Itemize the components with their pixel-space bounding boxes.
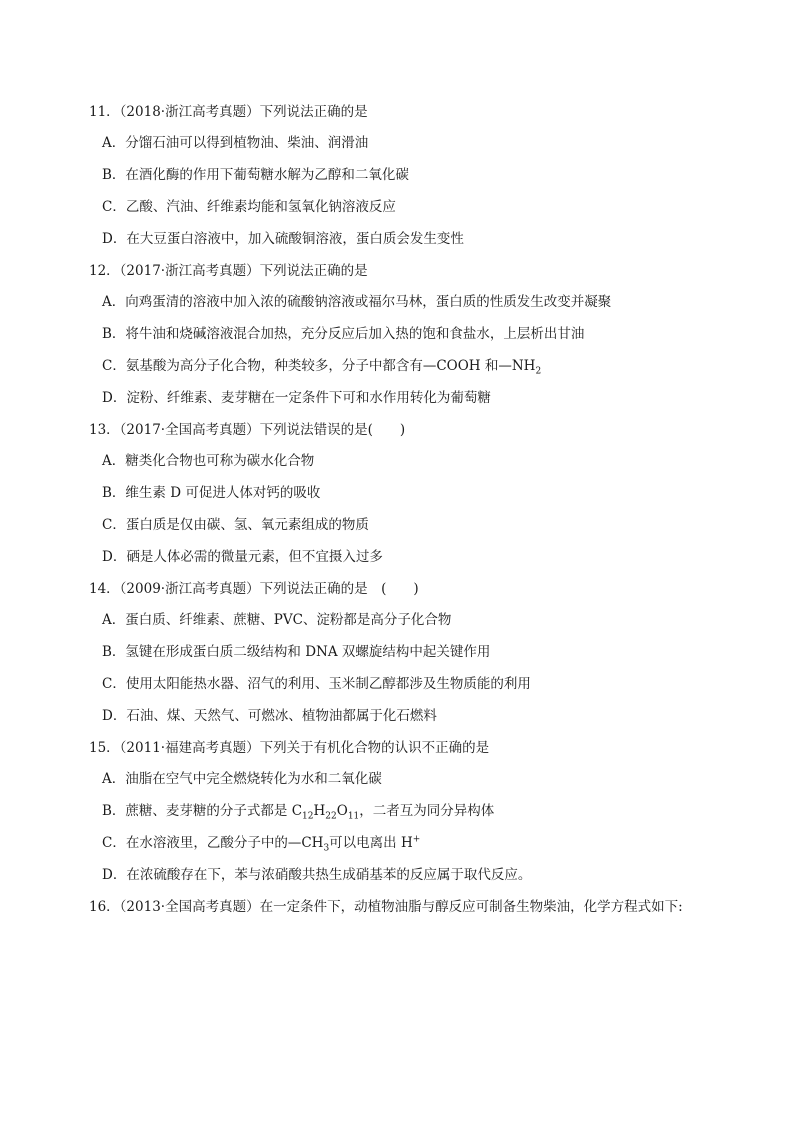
question-13-option-c: C．蛋白质是仅由碳、氢、氧元素组成的物质 bbox=[102, 517, 369, 533]
question-15-stem: 15．（2011·福建高考真题）下列关于有机化合物的认识不正确的是 bbox=[89, 740, 490, 756]
question-15-option-b: B．蔗糖、麦芽糖的分子式都是 $C_{12}H_{22}O_{11}$，二者互为同分异构体 bbox=[102, 803, 495, 822]
question-15-option-d: D．在浓硫酸存在下，苯与浓硝酸共热生成硝基苯的反应属于取代反应。 bbox=[102, 867, 532, 883]
question-14-option-b: B．氢键在形成蛋白质二级结构和 DNA 双螺旋结构中起关键作用 bbox=[102, 644, 491, 660]
question-15-option-a: A．油脂在空气中完全燃烧转化为水和二氧化碳 bbox=[102, 771, 382, 787]
question-12-stem: 12．（2017·浙江高考真题）下列说法正确的是 bbox=[89, 263, 368, 279]
question-13-option-d: D．硒是人体必需的微量元素，但不宜摄入过多 bbox=[102, 549, 383, 565]
question-13-option-a: A．糖类化合物也可称为碳水化合物 bbox=[102, 453, 315, 469]
question-16-stem: 16．（2013·全国高考真题）在一定条件下，动植物油脂与醇反应可制备生物柴油，化学方程式如下: bbox=[89, 899, 683, 915]
question-14-option-a: A．蛋白质、纤维素、蔗糖、PVC、淀粉都是高分子化合物 bbox=[102, 612, 452, 628]
question-13-stem: 13．（2017·全国高考真题）下列说法错误的是( ) bbox=[89, 422, 406, 438]
subscript: 2 bbox=[535, 366, 542, 377]
question-12-option-d: D．淀粉、纤维素、麦芽糖在一定条件下可和水作用转化为葡萄糖 bbox=[102, 390, 491, 406]
question-12-option-c: C．氨基酸为高分子化合物，种类较多，分子中都含有—COOH 和$—NH_2$ bbox=[102, 358, 542, 377]
question-11-option-b: B．在酒化酶的作用下葡萄糖水解为乙醇和二氧化碳 bbox=[102, 167, 409, 183]
question-12-option-b: B．将牛油和烧碱溶液混合加热，充分反应后加入热的饱和食盐水，上层析出甘油 bbox=[102, 326, 585, 342]
question-12-option-a: A．向鸡蛋清的溶液中加入浓的硫酸钠溶液或福尔马林，蛋白质的性质发生改变并凝聚 bbox=[102, 294, 612, 310]
question-14-option-c: C．使用太阳能热水器、沼气的利用、玉米制乙醇都涉及生物质能的利用 bbox=[102, 676, 531, 692]
question-15-option-c: C．在水溶液里，乙酸分子中的$—CH_3$可以电离出 H+ bbox=[102, 834, 421, 854]
question-13-option-b: B．维生素 D 可促进人体对钙的吸收 bbox=[102, 485, 321, 501]
question-14-option-d: D．石油、煤、天然气、可燃冰、植物油都属于化石燃料 bbox=[102, 708, 437, 724]
question-11-option-a: A．分馏石油可以得到植物油、柴油、润滑油 bbox=[102, 135, 369, 151]
question-11-option-d: D．在大豆蛋白溶液中，加入硫酸铜溶液，蛋白质会发生变性 bbox=[102, 231, 464, 247]
question-11-option-c: C．乙酸、汽油、纤维素均能和氢氧化钠溶液反应 bbox=[102, 199, 396, 215]
question-11-stem: 11．（2018·浙江高考真题）下列说法正确的是 bbox=[89, 104, 368, 120]
question-14-stem: 14．（2009·浙江高考真题）下列说法正确的是 ( ) bbox=[89, 581, 419, 597]
